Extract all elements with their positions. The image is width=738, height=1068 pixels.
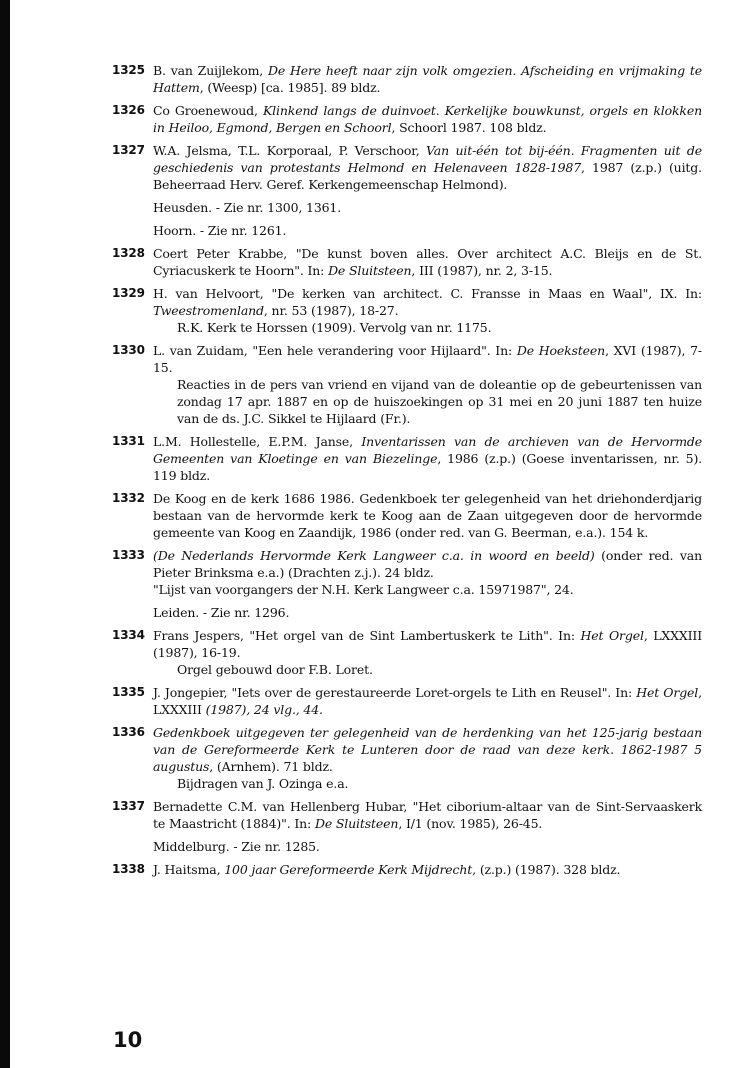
entry-text: W.A. Jelsma, T.L. Korporaal, P. Verschoor, [153, 143, 427, 158]
bibliography-entry [112, 433, 702, 484]
entry-text: Hoorn. - Zie nr. 1261. [153, 223, 287, 238]
italic-title-text: Klinkend langs de duinvoet. Kerkelijke bouwkunst, orgels en klokken in Heiloo, Egmond, Bergen en Schoorl [153, 103, 702, 135]
entry-citation [153, 102, 702, 136]
cross-reference [112, 199, 702, 216]
entry-citation [153, 62, 702, 96]
entry-text: , III (1987), nr. 2, 3-15. [411, 263, 553, 278]
italic-title-text: (De Nederlands Hervormde Kerk Langweer c.a. in woord en beeld) [153, 548, 595, 563]
italic-title-text: Tweestromenland [153, 303, 264, 318]
cross-reference [112, 222, 702, 239]
entry-text: , LXXXIII [153, 685, 702, 717]
bibliography-entry [112, 342, 702, 427]
italic-title-text: Inventarissen van de archieven van de Hervormde Gemeenten van Kloetinge en van Biezelinge [153, 434, 702, 466]
bibliography-entry [112, 627, 702, 678]
entry-text: , XVI (1987), 7-15. [153, 343, 702, 375]
italic-title-text: 100 jaar Gereformeerde Kerk Mijdrecht [224, 862, 473, 877]
entry-text: Frans Jespers, "Het orgel van de Sint Lambertuskerk te Lith". In: [153, 628, 581, 643]
bibliography-entry [112, 861, 702, 878]
entry-text: L.M. Hollestelle, E.P.M. Janse, [153, 434, 362, 449]
italic-title-text: Het Orgel [580, 628, 644, 643]
entry-annotation [153, 661, 702, 678]
entry-citation [153, 627, 702, 661]
entry-number: 1330 [112, 343, 145, 357]
entry-text: Leiden. - Zie nr. 1296. [153, 605, 290, 620]
entry-number: 1334 [112, 628, 145, 642]
entry-number: 1328 [112, 246, 145, 260]
entry-number: 1338 [112, 862, 145, 876]
entry-text: Co Groenewoud, [153, 103, 263, 118]
italic-title-text: Van uit-één tot bij-één. Fragmenten uit de geschiedenis van protestants Helmond en Helenaveen 1828-1987 [153, 143, 702, 175]
entry-number: 1327 [112, 143, 145, 157]
entry-citation [153, 142, 702, 193]
entry-text: , (z.p.) (1987). 328 bldz. [472, 862, 621, 877]
bibliography-entry [112, 724, 702, 792]
entry-text: J. Haitsma, [153, 862, 225, 877]
entry-number: 1333 [112, 548, 145, 562]
entry-text: De Koog en de kerk 1686 1986. Gedenkboek ter gelegenheid van het driehonderdjarig bestaan van de hervormde kerk te Koog aan de Zaan uitgegeven door de hervormde gemeente van Koog en Zaandijk, 1986 (onder red. van G. Beerman, e.a.). 154 k. [153, 491, 702, 540]
entry-citation [153, 724, 702, 775]
entry-text: Coert Peter Krabbe, "De kunst boven alles. Over architect A.C. Bleijs en de St. Cyriacuskerk te Hoorn". In: [153, 246, 702, 278]
entry-annotation [153, 376, 702, 427]
bibliography-entry [112, 684, 702, 718]
entry-citation [153, 798, 702, 832]
entry-text: , (Arnhem). 71 bldz. [209, 759, 333, 774]
entry-number: 1325 [112, 63, 145, 77]
italic-title-text: Het Orgel [636, 685, 699, 700]
entry-annotation [153, 775, 702, 792]
entry-text: B. van Zuijlekom, [153, 63, 268, 78]
entry-text: Heusden. - Zie nr. 1300, 1361. [153, 200, 342, 215]
entry-text: Middelburg. - Zie nr. 1285. [153, 839, 320, 854]
entry-text: Reacties in de pers van vriend en vijand van de doleantie op de gebeurtenissen van zondag 17 apr. 1887 en op de huiszoekingen op 31 mei en 20 juni 1887 ten huize van de ds. J.C. Sikkel te Hijlaard (Fr.). [177, 377, 702, 426]
entry-text: , nr. 53 (1987), 18-27. [263, 303, 399, 318]
entry-text: R.K. Kerk te Horssen (1909). Vervolg van nr. 1175. [177, 320, 492, 335]
bibliography-entry [112, 102, 702, 136]
entry-number: 1336 [112, 725, 145, 739]
entry-number: 1335 [112, 685, 145, 699]
entry-text: (onder red. van Pieter Brinksma e.a.) (Drachten z.j.). 24 bldz. [153, 548, 702, 580]
entry-citation [153, 433, 702, 484]
italic-title-text: Gedenkboek uitgegeven ter gelegenheid van de herdenking van het 125-jarig bestaan van de Gereformeerde Kerk te Lunteren door de raad van deze kerk. 1862-1987 5 augustus [153, 725, 702, 774]
entry-text: , I/1 (nov. 1985), 26-45. [398, 816, 543, 831]
entry-text: L. van Zuidam, "Een hele verandering voor Hijlaard". In: [153, 343, 517, 358]
entry-citation [153, 490, 702, 541]
bibliography-entry [112, 245, 702, 279]
cross-reference [112, 838, 702, 855]
entry-number: 1326 [112, 103, 145, 117]
entry-text: , (Weesp) [ca. 1985]. 89 bldz. [199, 80, 381, 95]
italic-title-text: De Here heeft naar zijn volk omgezien. Afscheiding en vrijmaking te Hattem [153, 63, 702, 95]
entry-citation [153, 245, 702, 279]
entry-citation [153, 684, 702, 718]
italic-title-text: De Hoeksteen [516, 343, 606, 358]
left-margin-bar [0, 0, 10, 1068]
entry-number: 1329 [112, 286, 145, 300]
bibliography-entry [112, 490, 702, 541]
cross-reference [112, 604, 702, 621]
bibliography-list [112, 62, 702, 884]
italic-title-text: De Sluitsteen [328, 263, 412, 278]
entry-citation [153, 285, 702, 319]
bibliography-entry [112, 142, 702, 193]
entry-text: , 1986 (z.p.) (Goese inventarissen, nr. 5). 119 bldz. [153, 451, 702, 483]
bibliography-entry [112, 285, 702, 336]
entry-annotation [153, 319, 702, 336]
entry-text: Orgel gebouwd door F.B. Loret. [177, 662, 373, 677]
bibliography-entry [112, 62, 702, 96]
entry-text: , Schoorl 1987. 108 bldz. [391, 120, 547, 135]
entry-number: 1337 [112, 799, 145, 813]
entry-citation [153, 342, 702, 376]
entry-text: "Lijst van voorgangers der N.H. Kerk Langweer c.a. 15971987", 24. [153, 582, 574, 597]
entry-citation [153, 861, 702, 878]
entry-text: J. Jongepier, "Iets over de gerestaureerde Loret-orgels te Lith en Reusel". In: [153, 685, 637, 700]
entry-text: , 1987 (z.p.) (uitg. Beheerraad Herv. Geref. Kerkengemeenschap Helmond). [153, 160, 702, 192]
italic-title-text: De Sluitsteen [314, 816, 399, 831]
page-number: 10 [113, 1028, 143, 1052]
bibliography-entry [112, 547, 702, 598]
bibliography-entry [112, 798, 702, 832]
entry-text: , LXXXIII (1987), 16-19. [153, 628, 702, 660]
italic-title-text: (1987), 24 vlg., 44. [205, 702, 323, 717]
entry-text: H. van Helvoort, "De kerken van architect. C. Fransse in Maas en Waal", IX. In: [153, 286, 702, 301]
entry-citation-continued [153, 581, 702, 598]
entry-number: 1332 [112, 491, 145, 505]
entry-number: 1331 [112, 434, 145, 448]
entry-text: Bernadette C.M. van Hellenberg Hubar, "Het ciborium-altaar van de Sint-Servaaskerk te Maastricht (1884)". In: [153, 799, 702, 831]
entry-citation [153, 547, 702, 581]
entry-text: Bijdragen van J. Ozinga e.a. [177, 776, 349, 791]
